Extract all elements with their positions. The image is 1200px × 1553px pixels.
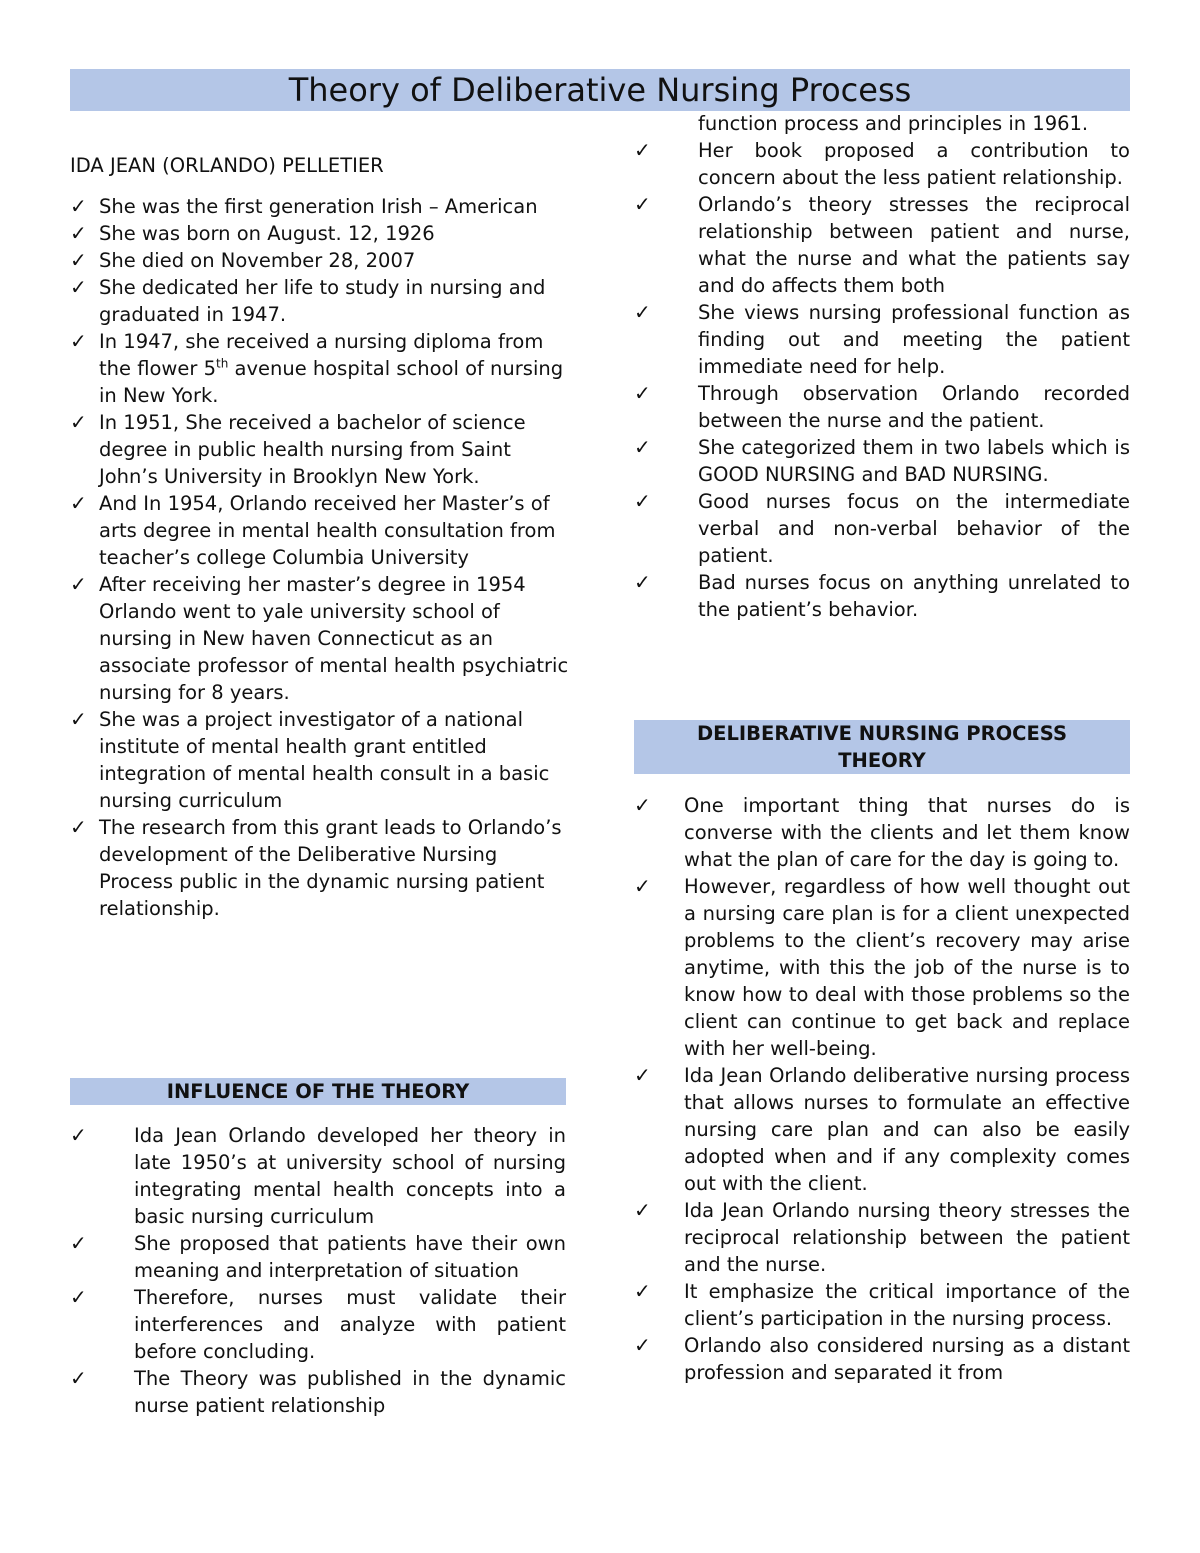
biography-list: [70, 193, 570, 922]
checkmark-icon: ✓: [70, 1285, 87, 1309]
list-item: ✓ The research from this grant leads to Orlando’s development of the Deliberative Nursing Process public in the dynamic nursing patient relationship.: [70, 815, 562, 920]
checkmark-icon: ✓: [634, 1279, 651, 1303]
checkmark-icon: ✓: [634, 1063, 651, 1087]
checkmark-icon: ✓: [70, 815, 87, 839]
checkmark-icon: ✓: [634, 570, 651, 594]
list-item: ✓ Ida Jean Orlando developed her theory in late 1950’s at university school of nursing integrating mental health concepts into a basic nursing curriculum: [70, 1123, 566, 1228]
dnp-heading-line1: DELIBERATIVE NURSING PROCESS: [696, 722, 1068, 745]
dnp-section: [634, 792, 1130, 1386]
list-item: ✓ One important thing that nurses do is converse with the clients and let them know what the plan of care for the day is going to.: [634, 793, 1130, 871]
checkmark-icon: ✓: [70, 221, 87, 245]
list-item: ✓ Orlando also considered nursing as a distant profession and separated it from: [634, 1333, 1130, 1384]
author-name: IDA JEAN (ORLANDO) PELLETIER: [70, 154, 384, 177]
checkmark-icon: ✓: [70, 275, 87, 299]
checkmark-icon: ✓: [634, 300, 651, 324]
list-item: ✓ After receiving her master’s degree in 1954 Orlando went to yale university school of nursing in New haven Connecticut as an associate professor of mental health psychiatric nursing for 8 years.: [70, 572, 569, 704]
influence-section: [70, 1122, 566, 1419]
list-item: ✓ Her book proposed a contribution to concern about the less patient relationship.: [634, 138, 1130, 189]
list-item: ✓ In 1951, She received a bachelor of science degree in public health nursing from Saint John’s University in Brooklyn New York.: [70, 410, 526, 488]
list-item: ✓ And In 1954, Orlando received her Master’s of arts degree in mental health consultation from teacher’s college Columbia University: [70, 491, 556, 569]
checkmark-icon: ✓: [70, 1366, 87, 1390]
list-item: ✓ However, regardless of how well thought out a nursing care plan is for a client unexpected problems to the client’s recovery may arise anytime, with this the job of the nurse is to know how to deal with those problems so the client can continue to get back and replace with her well-being.: [634, 874, 1130, 1060]
page-title: Theory of Deliberative Nursing Process: [70, 69, 1130, 111]
checkmark-icon: ✓: [70, 1123, 87, 1147]
checkmark-icon: ✓: [634, 192, 651, 216]
dnp-heading-line2: THEORY: [838, 749, 926, 772]
checkmark-icon: ✓: [70, 194, 87, 218]
list-item: ✓ Good nurses focus on the intermediate verbal and non-verbal behavior of the patient.: [634, 489, 1130, 567]
checkmark-icon: ✓: [634, 1198, 651, 1222]
list-item: ✓ Bad nurses focus on anything unrelated to the patient’s behavior.: [634, 570, 1130, 621]
list-item: ✓ She dedicated her life to study in nursing and graduated in 1947.: [70, 275, 546, 326]
list-item: ✓ She was a project investigator of a national institute of mental health grant entitled integration of mental health consult in a basic nursing curriculum: [70, 707, 550, 812]
list-item: ✓ The Theory was published in the dynamic nurse patient relationship: [70, 1366, 566, 1417]
list-item: ✓ Through observation Orlando recorded between the nurse and the patient.: [634, 381, 1130, 432]
checkmark-icon: ✓: [70, 248, 87, 272]
checkmark-icon: ✓: [70, 329, 87, 353]
dnp-heading: [634, 720, 1130, 774]
checkmark-icon: ✓: [634, 435, 651, 459]
dnp-list: [634, 792, 1130, 1386]
checkmark-icon: ✓: [634, 793, 651, 817]
checkmark-icon: ✓: [634, 1333, 651, 1357]
influence-continued-section: [634, 110, 1130, 623]
checkmark-icon: ✓: [634, 489, 651, 513]
checkmark-icon: ✓: [70, 572, 87, 596]
list-item: ✓ She died on November 28, 2007: [70, 248, 416, 272]
checkmark-icon: ✓: [634, 138, 651, 162]
checkmark-icon: ✓: [70, 410, 87, 434]
list-item: ✓ Ida Jean Orlando deliberative nursing process that allows nurses to formulate an effective nursing care plan and can also be easily adopted when and if any complexity comes out with the client.: [634, 1063, 1130, 1195]
list-item: ✓ In 1947, she received a nursing diploma from the flower 5th avenue hospital school of nursing in New York.: [70, 329, 564, 407]
list-item: ✓ She categorized them in two labels which is GOOD NURSING and BAD NURSING.: [634, 435, 1130, 486]
influence-list: [70, 1122, 566, 1419]
list-item: ✓ She was born on August. 12, 1926: [70, 221, 435, 245]
continued-text: function process and principles in 1961.: [698, 112, 1089, 135]
checkmark-icon: ✓: [70, 1231, 87, 1255]
checkmark-icon: ✓: [70, 491, 87, 515]
biography-section: [70, 152, 570, 922]
list-item: ✓ Therefore, nurses must validate their interferences and analyze with patient before concluding.: [70, 1285, 566, 1363]
checkmark-icon: ✓: [634, 381, 651, 405]
checkmark-icon: ✓: [70, 707, 87, 731]
list-item: ✓ She proposed that patients have their own meaning and interpretation of situation: [70, 1231, 566, 1282]
checkmark-icon: ✓: [634, 874, 651, 898]
list-item: ✓ It emphasize the critical importance of the client’s participation in the nursing process.: [634, 1279, 1130, 1330]
list-item: ✓ She views nursing professional function as finding out and meeting the patient immediate need for help.: [634, 300, 1130, 378]
list-item: ✓ She was the first generation Irish – American: [70, 194, 538, 218]
list-item: ✓ Ida Jean Orlando nursing theory stresses the reciprocal relationship between the patient and the nurse.: [634, 1198, 1130, 1276]
influence-heading: INFLUENCE OF THE THEORY: [70, 1078, 566, 1105]
list-item: ✓ Orlando’s theory stresses the reciprocal relationship between patient and nurse, what the nurse and what the patients say and do affects them both: [634, 192, 1130, 297]
influence-list-continued: [634, 137, 1130, 623]
